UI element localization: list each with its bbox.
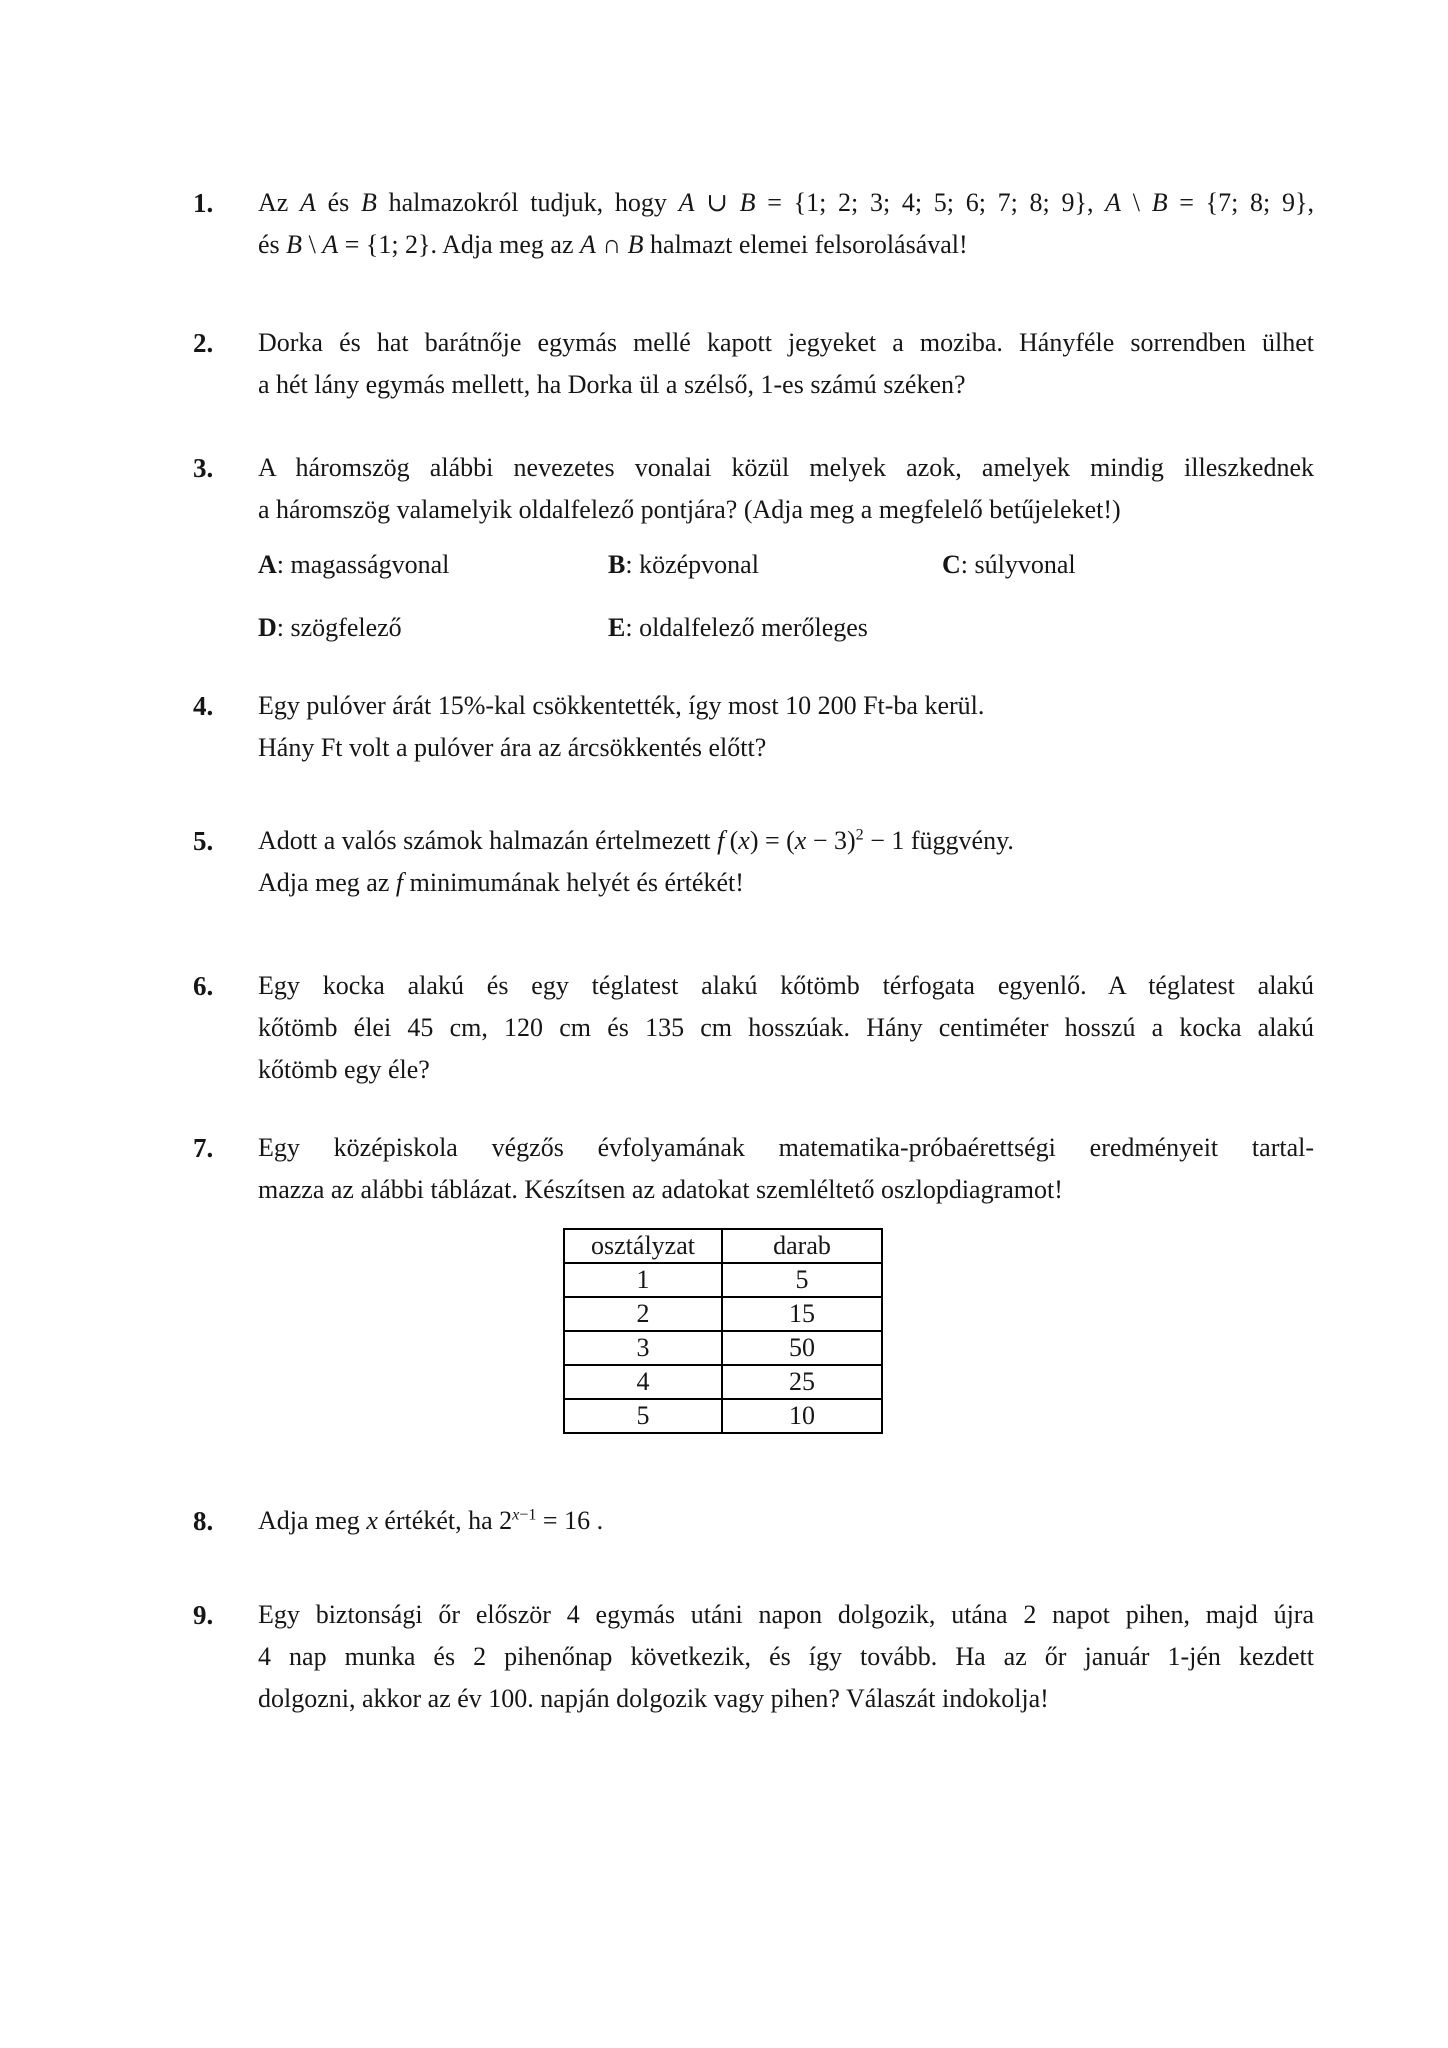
- option-separator: :: [625, 613, 640, 642]
- option-label: B: [608, 550, 626, 579]
- text-line: mazza az alábbi táblázat. Készítsen az adatokat szemléltető oszlopdiagramot!: [258, 1175, 1063, 1204]
- table-cell: 1: [564, 1263, 722, 1297]
- problem-1-text: [258, 182, 1314, 266]
- text-line: Hány Ft volt a pulóver ára az árcsökkentés előtt?: [258, 733, 767, 762]
- table-row: [564, 1297, 882, 1331]
- problem-9: [193, 1594, 1314, 1720]
- text-line: Adja meg x értékét, ha $2^{x-1} = 16$ .: [258, 1506, 604, 1535]
- text-line: kőtömb élei 45 cm, 120 cm és 135 cm hosszúak. Hány centiméter hosszú a kocka alakú: [258, 1013, 1314, 1042]
- problem-number: 7.: [193, 1133, 214, 1163]
- problem-8-text: [258, 1500, 1314, 1542]
- option-label: A: [258, 550, 277, 579]
- table-row: [564, 1263, 882, 1297]
- text-line: Az A és B halmazokról tudjuk, hogy A ∪ B = {1; 2; 3; 4; 5; 6; 7; 8; 9}, A \ B = {7; 8; 9},: [258, 188, 1314, 217]
- problem-7: [193, 1127, 1314, 1211]
- problem-2: [193, 322, 1314, 406]
- text-line: Egy kocka alakú és egy téglatest alakú kőtömb térfogata egyenlő. A téglatest alakú: [258, 971, 1314, 1000]
- table-cell: 50: [722, 1331, 882, 1365]
- problem-number: 2.: [193, 328, 214, 358]
- text-line: Dorka és hat barátnője egymás mellé kapott jegyeket a moziba. Hányféle sorrendben ülhet: [258, 328, 1314, 357]
- table-header-cell: osztályzat: [564, 1229, 722, 1263]
- problem-4-text: [258, 685, 1314, 769]
- option-text: súlyvonal: [974, 550, 1076, 579]
- option-label: C: [942, 550, 961, 579]
- problem-4: [193, 685, 1314, 769]
- table-header-cell: darab: [722, 1229, 882, 1263]
- option-separator: :: [276, 550, 291, 579]
- problem-number: 6.: [193, 971, 214, 1001]
- option-text: magasságvonal: [290, 550, 450, 579]
- problem-5: [193, 820, 1314, 904]
- table-cell: 4: [564, 1365, 722, 1399]
- problem-6-text: [258, 965, 1314, 1091]
- text-line: 4 nap munka és 2 pihenőnap következik, és így tovább. Ha az őr január 1-jén kezdett: [258, 1642, 1314, 1671]
- option-d: [258, 608, 402, 648]
- problem-6: [193, 965, 1314, 1091]
- problem-number: 1.: [193, 188, 214, 218]
- problem-3: [193, 447, 1314, 531]
- grades-table: [563, 1228, 883, 1434]
- problem-8: [193, 1500, 1314, 1542]
- option-b: [608, 545, 759, 585]
- text-line: és B \ A = {1; 2}. Adja meg az A ∩ B halmazt elemei felsorolásával!: [258, 230, 968, 259]
- option-label: D: [258, 613, 277, 642]
- option-text: szögfelező: [290, 613, 402, 642]
- table-cell: 3: [564, 1331, 722, 1365]
- problem-7-text: [258, 1127, 1314, 1211]
- text-line: Egy pulóver árát 15%-kal csökkentették, így most 10 200 Ft-ba kerül.: [258, 691, 985, 720]
- table-cell: 2: [564, 1297, 722, 1331]
- problem-2-text: [258, 322, 1314, 406]
- option-text: oldalfelező merőleges: [639, 613, 868, 642]
- problem-number: 9.: [193, 1600, 214, 1630]
- option-label: E: [608, 613, 626, 642]
- text-line: A háromszög alábbi nevezetes vonalai közül melyek azok, amelyek mindig illeszkednek: [258, 453, 1314, 482]
- text-line: a hét lány egymás mellett, ha Dorka ül a szélső, 1-es számú széken?: [258, 370, 966, 399]
- text-line: Adja meg az f minimumának helyét és értékét!: [258, 868, 744, 897]
- option-e: [608, 608, 868, 648]
- text-line: Egy biztonsági őr először 4 egymás utáni napon dolgozik, utána 2 napot pihen, majd újra: [258, 1600, 1314, 1629]
- table-cell: 25: [722, 1365, 882, 1399]
- table-row: [564, 1365, 882, 1399]
- table-row: [564, 1331, 882, 1365]
- table-row: [564, 1399, 882, 1433]
- problem-9-text: [258, 1594, 1314, 1720]
- problem-number: 3.: [193, 453, 214, 483]
- problem-3-text: [258, 447, 1314, 531]
- problem-1: [193, 182, 1314, 266]
- table-cell: 5: [722, 1263, 882, 1297]
- table-header-row: [564, 1229, 882, 1263]
- option-text: középvonal: [639, 550, 759, 579]
- text-line: Adott a valós számok halmazán értelmezett f $(x) = (x - 3)^2 - 1$ függvény.: [258, 826, 1014, 855]
- option-separator: :: [276, 613, 291, 642]
- table-cell: 15: [722, 1297, 882, 1331]
- text-line: Egy középiskola végzős évfolyamának matematika-próbaérettségi eredményeit tartal-: [258, 1133, 1314, 1162]
- text-line: kőtömb egy éle?: [258, 1055, 430, 1084]
- text-line: dolgozni, akkor az év 100. napján dolgozik vagy pihen? Válaszát indokolja!: [258, 1684, 1049, 1713]
- option-separator: :: [960, 550, 975, 579]
- problem-5-text: [258, 820, 1314, 904]
- problem-number: 5.: [193, 826, 214, 856]
- problem-number: 4.: [193, 691, 214, 721]
- option-a: [258, 545, 449, 585]
- text-line: a háromszög valamelyik oldalfelező pontjára? (Adja meg a megfelelő betűjeleket!): [258, 495, 1121, 524]
- problem-number: 8.: [193, 1506, 214, 1536]
- option-c: [942, 545, 1076, 585]
- table-cell: 10: [722, 1399, 882, 1433]
- option-separator: :: [625, 550, 640, 579]
- table-cell: 5: [564, 1399, 722, 1433]
